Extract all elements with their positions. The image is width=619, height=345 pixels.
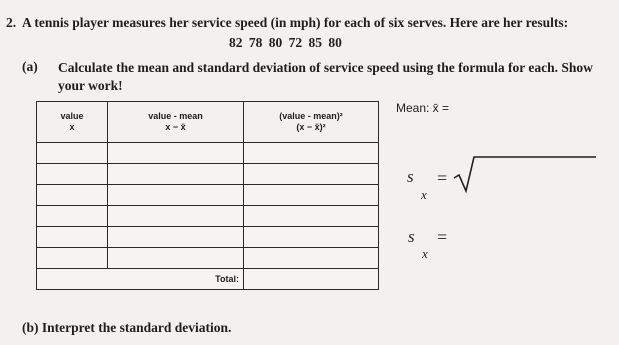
- sx-subscript: x: [421, 187, 427, 202]
- value-cell[interactable]: [37, 185, 108, 206]
- header-value-line1: value: [60, 111, 84, 121]
- table-row: [37, 227, 379, 248]
- deviation-cell[interactable]: [108, 164, 244, 185]
- total-row: [37, 269, 379, 290]
- header-value-line2: x: [69, 122, 75, 132]
- deviation-cell[interactable]: [108, 143, 244, 164]
- squared-cell[interactable]: [244, 227, 379, 248]
- deviation-cell[interactable]: [108, 248, 244, 269]
- table-row: [37, 164, 379, 185]
- total-cell[interactable]: [244, 269, 379, 290]
- sx-equals: =: [437, 168, 448, 188]
- value-cell[interactable]: [37, 248, 108, 269]
- squared-cell[interactable]: [244, 164, 379, 185]
- squared-cell[interactable]: [244, 206, 379, 227]
- squared-cell[interactable]: [244, 143, 379, 164]
- header-squared: [244, 102, 379, 143]
- value-cell[interactable]: [37, 206, 108, 227]
- sx-equals-2: =: [437, 227, 448, 247]
- part-a-text: Calculate the mean and standard deviation of service speed using the formula for each. Show your work!: [58, 60, 593, 93]
- squared-cell[interactable]: [244, 185, 379, 206]
- part-a-label: (a): [22, 59, 38, 74]
- deviation-cell[interactable]: [108, 227, 244, 248]
- table-row: [37, 143, 379, 164]
- header-deviation-line1: value - mean: [148, 111, 203, 121]
- header-squared-line1: (value - mean)²: [279, 111, 343, 121]
- speed-results: 82 78 80 72 85 80: [229, 35, 342, 50]
- sx-symbol: s: [407, 167, 414, 186]
- question-number: 2.: [6, 15, 17, 30]
- deviation-cell[interactable]: [108, 206, 244, 227]
- square-root-icon: [452, 154, 602, 194]
- question-text: A tennis player measures her service speed (in mph) for each of six serves. Here are her results:: [22, 15, 569, 30]
- table-row: [37, 248, 379, 269]
- value-cell[interactable]: [37, 227, 108, 248]
- total-label: Total:: [37, 269, 244, 290]
- header-value: [37, 102, 108, 143]
- sx-subscript-2: x: [422, 246, 428, 261]
- header-squared-line2: (x − x̄)²: [296, 122, 326, 132]
- header-deviation: [108, 102, 244, 143]
- mean-label: Mean: x̄ =: [396, 101, 450, 115]
- table-row: [37, 206, 379, 227]
- work-table: [36, 101, 379, 290]
- value-cell[interactable]: [37, 143, 108, 164]
- part-b-text: (b) Interpret the standard deviation.: [22, 320, 232, 335]
- deviation-cell[interactable]: [108, 185, 244, 206]
- sx-symbol-2: s: [408, 227, 415, 246]
- table-header-row: [37, 102, 379, 143]
- table-row: [37, 185, 379, 206]
- squared-cell[interactable]: [244, 248, 379, 269]
- value-cell[interactable]: [37, 164, 108, 185]
- header-deviation-line2: x − x̄: [165, 122, 186, 132]
